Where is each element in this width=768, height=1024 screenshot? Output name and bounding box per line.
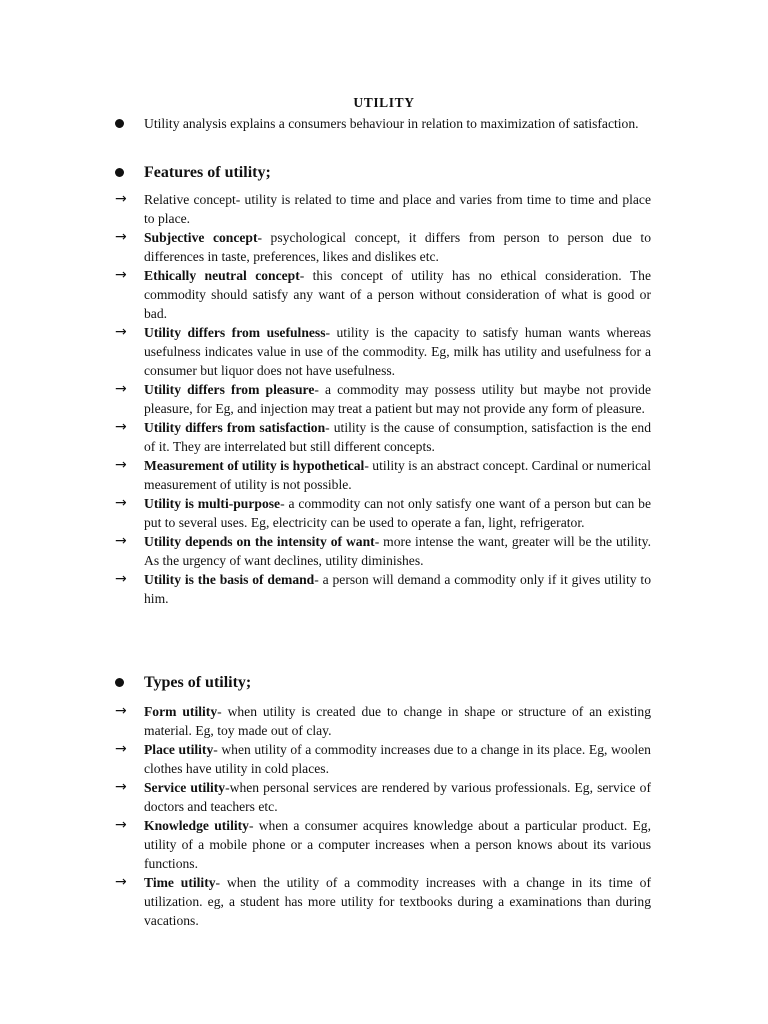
- feature-text: - utility is the cause of consumption, satisfaction is the end of it. They are interrelated but still different concepts.: [144, 420, 652, 454]
- features-list: [115, 190, 651, 608]
- list-item: [115, 380, 651, 418]
- list-item: [115, 456, 651, 494]
- list-item: [115, 816, 651, 873]
- feature-text: - a person will demand a commodity only if it gives utility to him.: [144, 572, 651, 606]
- feature-text: Relative concept- utility is related to time and place and varies from time to time and place to place.: [144, 192, 651, 226]
- right-arrow-icon: →: [115, 533, 127, 549]
- right-arrow-icon: →: [115, 229, 127, 245]
- list-item: [115, 873, 651, 930]
- feature-term: Utility differs from usefulness: [144, 325, 326, 340]
- right-arrow-icon: →: [115, 495, 127, 511]
- feature-text: - this concept of utility has no ethical consideration. The commodity should satisfy any want of a person without consideration of what is good or bad.: [144, 268, 651, 321]
- list-item: [115, 418, 651, 456]
- type-term: Service utility: [144, 780, 226, 795]
- type-text: - when the utility of a commodity increases with a change in its time of utilization. eg, a student has more utility for textbooks during a examinations than during vacations.: [144, 875, 651, 928]
- feature-term: Utility differs from satisfaction: [144, 420, 326, 435]
- filled-circle-bullet-icon: [115, 114, 135, 133]
- right-arrow-icon: →: [115, 381, 127, 397]
- type-term: Knowledge utility: [144, 818, 249, 833]
- feature-term: Measurement of utility is hypothetical: [144, 458, 365, 473]
- feature-text: - a commodity can not only satisfy one want of a person but can be put to several uses. Eg, electricity can be used to operate a fan, light, refrigerator.: [144, 496, 652, 530]
- types-list: [115, 702, 651, 930]
- feature-text: - more intense the want, greater will be the utility. As the urgency of want declines, utility diminishes.: [144, 534, 651, 568]
- types-heading-section: [115, 672, 651, 694]
- feature-text: - psychological concept, it differs from person to person due to differences in taste, preferences, likes and dislikes etc.: [144, 230, 651, 264]
- feature-text: - a commodity may possess utility but maybe not provide pleasure, for Eg, and injection may treat a patient but may not provide any form of pleasure.: [144, 382, 651, 416]
- type-term: Form utility: [144, 704, 218, 719]
- feature-term: Utility is multi-purpose: [144, 496, 281, 511]
- right-arrow-icon: →: [115, 817, 127, 833]
- types-heading-item: [115, 672, 651, 694]
- feature-term: Utility depends on the intensity of want: [144, 534, 375, 549]
- feature-term: Utility differs from pleasure: [144, 382, 315, 397]
- right-arrow-icon: →: [115, 267, 127, 283]
- features-heading: Features of utility;: [144, 164, 271, 181]
- document-title: UTILITY: [353, 95, 415, 110]
- intro-bullet-item: [115, 114, 651, 133]
- filled-circle-bullet-icon: [115, 162, 135, 184]
- type-text: - when utility of a commodity increases due to a change in its place. Eg, woolen clothes have utility in cold places.: [144, 742, 651, 776]
- list-item: [115, 323, 651, 380]
- feature-text: - utility is the capacity to satisfy human wants whereas usefulness indicates value in use of the commodity. Eg, milk has utility and usefulness for a consumer but liquor does not have usefulness.: [144, 325, 651, 378]
- feature-term: Ethically neutral concept: [144, 268, 300, 283]
- types-heading: Types of utility;: [144, 674, 252, 691]
- list-item: [115, 532, 651, 570]
- right-arrow-icon: →: [115, 741, 127, 757]
- list-item: [115, 266, 651, 323]
- type-term: Time utility: [144, 875, 216, 890]
- intro-section: [115, 114, 651, 133]
- right-arrow-icon: →: [115, 324, 127, 340]
- features-heading-section: [115, 162, 651, 184]
- list-item: [115, 778, 651, 816]
- type-text: - when utility is created due to change in shape or structure of an existing material. Eg, toy made out of clay.: [144, 704, 651, 738]
- filled-circle-bullet-icon: [115, 672, 135, 694]
- list-item: [115, 702, 651, 740]
- type-text: -when personal services are rendered by various professionals. Eg, service of doctors and teachers etc.: [144, 780, 651, 814]
- right-arrow-icon: →: [115, 571, 127, 587]
- list-item: [115, 740, 651, 778]
- right-arrow-icon: →: [115, 703, 127, 719]
- list-item: [115, 494, 651, 532]
- feature-term: Subjective concept: [144, 230, 258, 245]
- right-arrow-icon: →: [115, 457, 127, 473]
- list-item: [115, 190, 651, 228]
- features-heading-item: [115, 162, 651, 184]
- right-arrow-icon: →: [115, 874, 127, 890]
- type-term: Place utility: [144, 742, 214, 757]
- type-text: - when a consumer acquires knowledge about a particular product. Eg, utility of a mobile phone or a computer increases when a person knows about its various functions.: [144, 818, 651, 871]
- list-item: [115, 570, 651, 608]
- feature-term: Utility is the basis of demand: [144, 572, 315, 587]
- right-arrow-icon: →: [115, 779, 127, 795]
- list-item: [115, 228, 651, 266]
- right-arrow-icon: →: [115, 419, 127, 435]
- right-arrow-icon: →: [115, 191, 127, 207]
- feature-text: - utility is an abstract concept. Cardinal or numerical measurement of utility is not possible.: [144, 458, 651, 492]
- intro-text: Utility analysis explains a consumers behaviour in relation to maximization of satisfaction.: [144, 116, 639, 131]
